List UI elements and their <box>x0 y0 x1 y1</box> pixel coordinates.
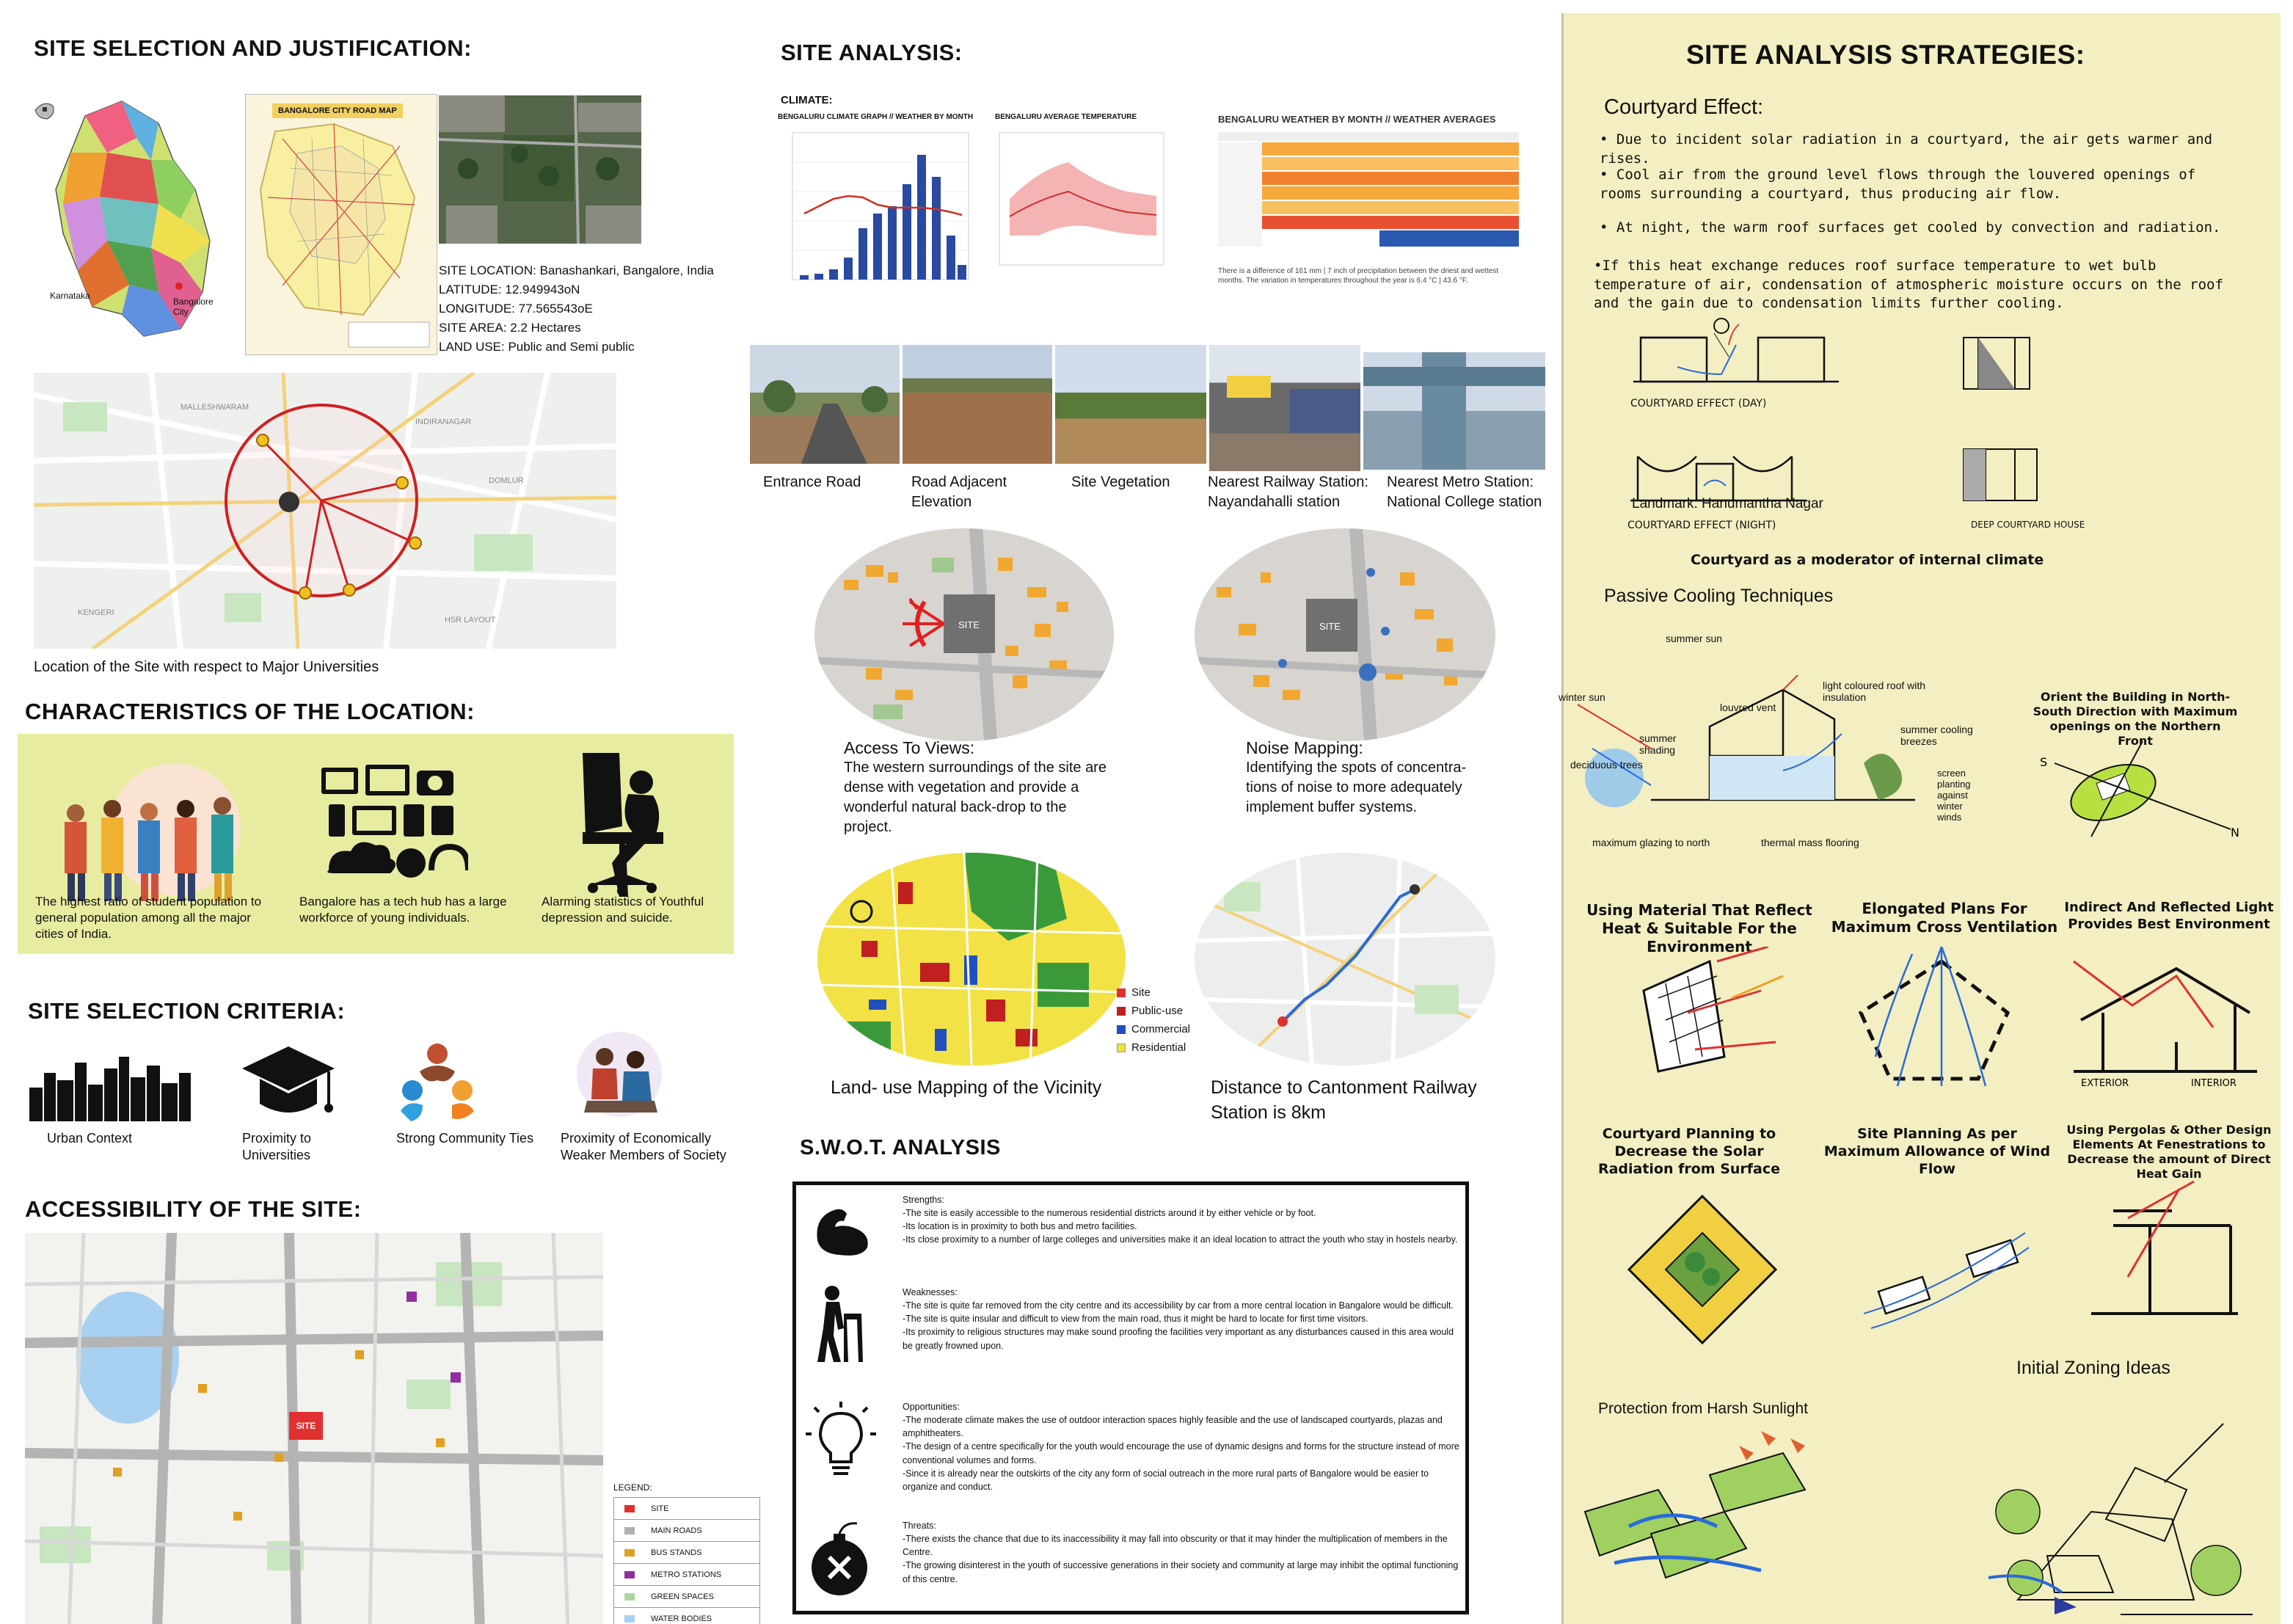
passive-label-deciduous: deciduous trees <box>1570 759 1643 771</box>
avg-temp-title: BENGALURU AVERAGE TEMPERATURE <box>995 113 1137 121</box>
karnataka-map <box>34 94 230 343</box>
deep-courtyard-house-sketch <box>1956 434 2044 515</box>
reflect-heat-sketch <box>1614 947 1790 1079</box>
landuse-legend-site: Site <box>1117 983 1190 1002</box>
orient-title: Orient the Building in North-South Direction with Maximum openings on the Northern Front <box>2033 690 2238 748</box>
caption-railway-station: Nearest Railway Station: Nayandahalli station <box>1208 474 1368 510</box>
climate-graph <box>778 113 983 304</box>
svg-text:N: N <box>2231 826 2239 840</box>
photo-entrance-road <box>750 345 900 464</box>
students-illustration <box>35 756 270 903</box>
accessibility-title: ACCESSIBILITY OF THE SITE: <box>25 1196 362 1222</box>
criteria-ews: Proximity of Economically Weaker Members of Society <box>561 1131 726 1163</box>
pergola-sketch <box>2084 1174 2245 1321</box>
road-map-title: BANGALORE CITY ROAD MAP <box>272 103 403 118</box>
passive-label-summer-shading: summer shading <box>1639 732 1677 756</box>
graduation-cap-icon <box>239 1042 338 1123</box>
weather-table <box>1218 113 1519 285</box>
photo-metro-station <box>1363 352 1545 470</box>
distance-caption: Distance to Cantonment Railway Station is 8km <box>1211 1077 1477 1123</box>
bangalore-road-map <box>245 94 437 355</box>
passive-label-winter-sun: winter sun <box>1559 691 1605 703</box>
avg-temp-graph <box>995 113 1168 304</box>
legend-site: SITE <box>614 1498 759 1520</box>
passive-label-cooling-breezes: summer cooling breezes <box>1900 724 1973 747</box>
svg-text:MALLESHWARAM: MALLESHWARAM <box>181 403 249 412</box>
depression-illustration <box>561 753 678 900</box>
universities-map <box>34 373 616 649</box>
svg-text:KENGERI: KENGERI <box>78 608 114 617</box>
landuse-map <box>817 853 1126 1066</box>
label-courtyard-day: COURTYARD EFFECT (DAY) <box>1630 398 1767 409</box>
swot-opportunities <box>903 1400 1460 1493</box>
climate-graph-title: BENGALURU CLIMATE GRAPH // WEATHER BY MONTH <box>778 113 974 121</box>
zoning-sketch <box>1974 1409 2267 1622</box>
landuse-caption: Land- use Mapping of the Vicinity <box>831 1077 1102 1098</box>
passive-label-louvred-vent: louvred vent <box>1720 702 1776 713</box>
moderator-caption: Courtyard as a moderator of internal climate <box>1691 552 2044 568</box>
site-satellite-image <box>439 95 641 244</box>
devices-illustration <box>314 760 468 892</box>
threats-head: Threats: <box>903 1521 936 1531</box>
caption-entrance-road: Entrance Road <box>763 474 861 490</box>
strategies-title: SITE ANALYSIS STRATEGIES: <box>1686 40 2085 70</box>
strengths-head: Strengths: <box>903 1195 944 1205</box>
passive-cooling-title: Passive Cooling Techniques <box>1604 586 1834 606</box>
legend-water: WATER BODIES <box>614 1608 759 1624</box>
caption-metro-station: Nearest Metro Station: National College station <box>1387 474 1542 510</box>
strategy-elongated-plans: Elongated Plans For Maximum Cross Ventilation <box>1831 900 2058 936</box>
landmark-label: Landmark: Hanumantha Nagar <box>1632 496 1823 511</box>
caption-site-vegetation: Site Vegetation <box>1071 474 1170 490</box>
criteria-title: SITE SELECTION CRITERIA: <box>28 998 346 1024</box>
views-map <box>814 528 1114 741</box>
noise-map <box>1195 528 1495 741</box>
indirect-light-sketch <box>2066 947 2264 1093</box>
characteristic-tech-hub: Bangalore has a tech hub has a large workforce of young individuals. <box>299 895 507 925</box>
bangalore-city-label: Bangalore City <box>173 296 214 317</box>
svg-text:INDIRANAGAR: INDIRANAGAR <box>415 418 472 426</box>
landuse-legend-commercial: Commercial <box>1117 1020 1190 1038</box>
weather-table-title: BENGALURU WEATHER BY MONTH // WEATHER AVERAGES <box>1218 114 1496 125</box>
views-site-tag: SITE <box>958 619 980 630</box>
photo-road-adjacent <box>903 345 1052 464</box>
site-selection-title: SITE SELECTION AND JUSTIFICATION: <box>34 35 472 61</box>
legend-bus-stands: BUS STANDS <box>614 1542 759 1564</box>
urban-context-icon <box>29 1051 198 1121</box>
site-analysis-title: SITE ANALYSIS: <box>781 40 963 65</box>
walker-icon <box>812 1284 870 1365</box>
courtyard-day-sketch <box>1633 316 1853 396</box>
site-land-use: LAND USE: Public and Semi public <box>439 340 635 354</box>
sunlight-title: Protection from Harsh Sunlight <box>1598 1400 1808 1417</box>
characteristics-panel <box>18 734 734 954</box>
passive-label-roof: light coloured roof with insulation <box>1823 680 1926 703</box>
opportunities-head: Opportunities: <box>903 1402 960 1412</box>
swot-weaknesses <box>903 1286 1460 1352</box>
site-latitude: LATITUDE: 12.949943oN <box>439 283 580 296</box>
legend-title: LEGEND: <box>613 1482 652 1493</box>
orientation-sketch <box>2033 734 2245 844</box>
swot-strengths <box>903 1193 1460 1247</box>
opportunities-text: -The moderate climate makes the use of outdoor interaction spaces highly feasible and the use of landscaped courtyards, plazas and amphitheaters. -The design of a centre specifically for the youth would encourage the use of dynamic designs and forms for the structure instead of more conventional volumes and forms. -Since it is already near the outskirts of the city any form of social outreach in the more rural parts of Bangalore would be easier to organize and conduct. <box>903 1415 1459 1492</box>
strategy-indirect-light: Indirect And Reflected Light Provides Best Environment <box>2064 900 2274 932</box>
ews-illustration <box>572 1027 668 1123</box>
lightbulb-icon <box>804 1400 878 1481</box>
noise-title: Noise Mapping: <box>1246 738 1363 757</box>
passive-label-thermal-mass: thermal mass flooring <box>1761 837 1859 848</box>
site-area: SITE AREA: 2.2 Hectares <box>439 321 581 335</box>
svg-text:DOMLUR: DOMLUR <box>489 476 524 485</box>
strength-icon <box>810 1196 876 1258</box>
landuse-legend-public: Public-use <box>1117 1002 1190 1020</box>
passive-label-glazing: maximum glazing to north <box>1592 837 1710 848</box>
courtyard-planning-sketch <box>1622 1189 1783 1350</box>
swot-threats <box>903 1519 1460 1586</box>
karnataka-label: Karnataka <box>50 291 90 301</box>
legend-main-roads: MAIN ROADS <box>614 1520 759 1542</box>
views-text-block <box>844 738 1108 837</box>
site-location: SITE LOCATION: Banashankari, Bangalore, India <box>439 263 714 277</box>
criteria-community: Strong Community Ties <box>396 1131 534 1146</box>
characteristics-title: CHARACTERISTICS OF THE LOCATION: <box>25 699 475 724</box>
landuse-legend <box>1117 983 1190 1057</box>
zoning-title: Initial Zoning Ideas <box>2016 1358 2170 1378</box>
photo-site-vegetation <box>1055 345 1206 464</box>
location-caption: Location of the Site with respect to Major Universities <box>34 659 379 675</box>
strategy-pergolas: Using Pergolas & Other Design Elements At Fenestrations to Decrease the amount of Direct Heat Gain <box>2066 1123 2272 1181</box>
bullet-1: • Due to incident solar radiation in a courtyard, the air gets warmer and rises. <box>1600 131 2213 167</box>
exterior-label: EXTERIOR <box>2081 1078 2129 1089</box>
harsh-sunlight-sketch <box>1570 1424 1820 1614</box>
strategy-reflect-heat: Using Material That Reflect Heat & Suitable For the Environment <box>1586 901 1812 955</box>
strategy-site-planning: Site Planning As per Maximum Allowance of Wind Flow <box>1823 1126 2051 1177</box>
characteristic-depression: Alarming statistics of Youthful depression and suicide. <box>542 895 704 925</box>
courtyard-title: Courtyard Effect: <box>1604 95 1764 119</box>
climate-label: CLIMATE: <box>781 94 833 106</box>
bomb-icon <box>806 1518 876 1598</box>
landuse-legend-residential: Residential <box>1117 1038 1190 1057</box>
community-icon <box>393 1038 481 1126</box>
strategy-courtyard-planning: Courtyard Planning to Decrease the Solar Radiation from Surface <box>1597 1126 1781 1177</box>
accessibility-map <box>25 1233 603 1624</box>
interior-label: INTERIOR <box>2191 1078 2237 1089</box>
criteria-universities: Proximity to Universities <box>242 1131 312 1163</box>
noise-text-block <box>1246 738 1495 818</box>
weaknesses-text: -The site is quite far removed from the city centre and its accessibility by car from a more central location in Bangalore would be difficult. -The site is quite insular and difficult to view from the main road, thus it might be hard to locate for first time visitors. -Its proximity to religious structures may make sound proofing the facilities very important as any disturbances caused in this area would be greatly frowned upon. <box>903 1300 1454 1351</box>
distance-map <box>1195 853 1495 1066</box>
bullet-2: • Cool air from the ground level flows through the louvered openings of rooms surrounding a courtyard, thus producing air flow. <box>1600 167 2196 202</box>
noise-text: Identifying the spots of concentra-tions of noise to more adequately implement buffer systems. <box>1246 760 1467 815</box>
passive-label-summer-sun: summer sun <box>1666 633 1723 644</box>
accessibility-legend <box>613 1482 760 1624</box>
label-deep-courtyard: DEEP COURTYARD HOUSE <box>1971 520 2085 530</box>
criteria-urban-context: Urban Context <box>47 1131 133 1146</box>
site-longitude: LONGITUDE: 77.565543oE <box>439 302 593 316</box>
views-title: Access To Views: <box>844 738 975 757</box>
site-marker: SITE <box>289 1412 323 1440</box>
legend-metro: METRO STATIONS <box>614 1564 759 1586</box>
label-courtyard-night: COURTYARD EFFECT (NIGHT) <box>1627 520 1776 531</box>
cross-ventilation-sketch <box>1846 947 2037 1093</box>
swot-title: S.W.O.T. ANALYSIS <box>800 1136 1001 1159</box>
deep-courtyard-sketch-top <box>1956 323 2037 396</box>
svg-text:S: S <box>2040 755 2048 769</box>
passive-label-screen-planting: screen planting against winter winds <box>1937 768 1971 823</box>
strengths-text: -The site is easily accessible to the numerous residential districts around it by either vehicle or by foot. -Its location is in proximity to both bus and metro facilities. -Its close proximity to a number of large colleges and universities make it an ideal location to attract the youth who stay in hostels nearby. <box>903 1208 1458 1245</box>
caption-road-adjacent: Road Adjacent Elevation <box>911 474 1007 510</box>
photo-railway-station <box>1209 345 1360 471</box>
legend-green: GREEN SPACES <box>614 1586 759 1608</box>
bullet-4: •If this heat exchange reduces roof surface temperature to wet bulb temperature of air, condensation of atmospheric moisture occurs on the roof and the gain due to condensation limits further cooling. <box>1594 258 2223 312</box>
site-planning-sketch <box>1864 1204 2033 1336</box>
bullet-3: • At night, the warm roof surfaces get cooled by convection and radiation. <box>1600 219 2221 236</box>
noise-site-tag: SITE <box>1319 621 1341 632</box>
site-info <box>439 261 714 357</box>
weaknesses-head: Weaknesses: <box>903 1287 958 1297</box>
threats-text: -There exists the chance that due to its inaccessibility it may fall into obscurity or that it may hinder the multiplication of members in the Centre. -The growing disinterest in the youth of successive generations in their society and community at large may inhibit the optimal functioning of this centre. <box>903 1534 1459 1584</box>
svg-text:HSR LAYOUT: HSR LAYOUT <box>445 616 496 625</box>
characteristic-students: The highest ratio of student population to general population among all the major cities of India. <box>35 895 262 942</box>
weather-note: There is a difference of 161 mm | 7 inch of precipitation between the driest and wettest months. The variation in temperatures throughout the year is 6.4 °C | 43.6 °F. <box>1218 266 1499 285</box>
views-text: The western surroundings of the site are dense with vegetation and provide a wonderful natural back-drop to the project. <box>844 760 1107 835</box>
